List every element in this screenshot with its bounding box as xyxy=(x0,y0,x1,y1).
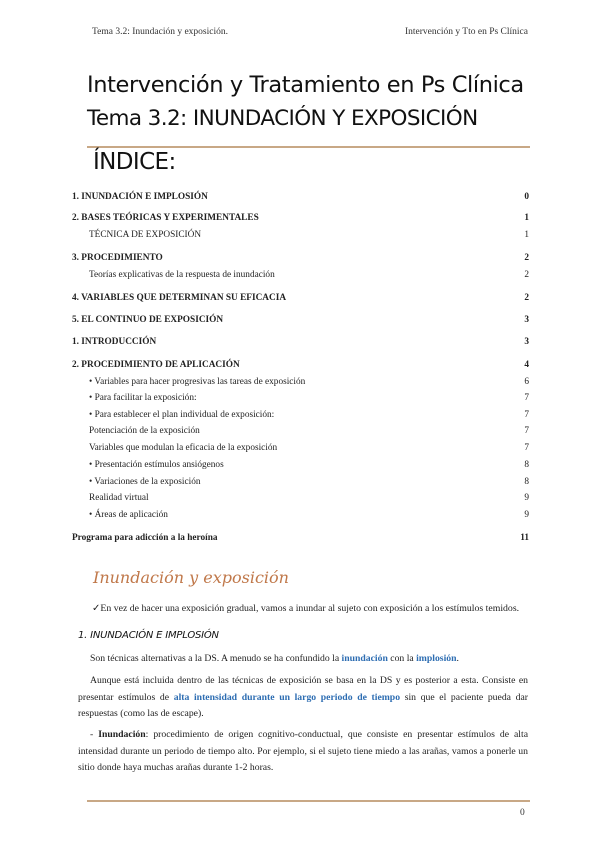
paragraph-1 xyxy=(78,651,528,668)
toc-entry[interactable] xyxy=(72,493,529,507)
toc-entry[interactable] xyxy=(72,460,529,474)
toc-entry[interactable] xyxy=(72,192,529,206)
highlight-alta-intensidad: alta intensidad durante un largo periodo de tiempo xyxy=(173,691,401,703)
toc-entry[interactable] xyxy=(72,477,529,491)
toc-entry-label: • Variaciones de la exposición xyxy=(89,477,201,487)
toc-entry-label: • Áreas de aplicación xyxy=(89,510,168,520)
toc-entry[interactable] xyxy=(72,230,529,244)
top-divider xyxy=(87,146,530,148)
para2-text-2: sin que el paciente pueda dar respuestas (como las de escape). xyxy=(78,691,528,719)
toc-entry-page: 3 xyxy=(524,315,529,325)
checkmark-icon: ✓ xyxy=(92,603,101,614)
intro-check-line xyxy=(92,603,519,614)
para1-text-3: . xyxy=(456,653,459,664)
toc-entry-label: Variables que modulan la eficacia de la exposición xyxy=(89,443,278,453)
para2-text-1: Aunque está incluida dentro de las técnicas de exposición se basa en la DS y es posterior a esta. Consiste en presentar estímulos de xyxy=(78,675,528,703)
page-number: 0 xyxy=(520,808,525,818)
toc-entry[interactable] xyxy=(72,253,529,267)
toc-entry[interactable] xyxy=(72,393,529,407)
toc-entry-page: 9 xyxy=(524,493,529,503)
section-title: Inundación y exposición xyxy=(93,568,289,587)
bottom-divider xyxy=(87,800,530,802)
para3-text: : procedimiento de origen cognitivo-conductual, que consiste en presentar estímulos de alta intensidad durante un periodo de tiempo alto. Por ejemplo, si el sujeto tiene miedo a las arañas, vamos a ponerle un sitio donde haya muchas arañas durante 1-2 horas. xyxy=(78,729,528,773)
toc-entry-label: 5. EL CONTINUO DE EXPOSICIÓN xyxy=(72,315,224,325)
toc-entry[interactable] xyxy=(72,315,529,329)
toc-entry-page: 7 xyxy=(524,393,529,403)
toc-entry-label: 3. PROCEDIMIENTO xyxy=(72,253,163,263)
toc-entry[interactable] xyxy=(72,410,529,424)
toc-entry-page: 7 xyxy=(524,443,529,453)
toc-entry-label: Potenciación de la exposición xyxy=(89,426,200,436)
heading-inundacion-implosion: 1. INUNDACIÓN E IMPLOSIÓN xyxy=(78,630,219,641)
document-subtitle: Tema 3.2: INUNDACIÓN Y EXPOSICIÓN xyxy=(87,106,478,131)
toc-entry[interactable] xyxy=(72,426,529,440)
toc-entry[interactable] xyxy=(72,443,529,457)
header-right: Intervención y Tto en Ps Clínica xyxy=(404,27,528,37)
toc-entry-page: 2 xyxy=(524,270,529,280)
toc-entry[interactable] xyxy=(72,533,529,547)
toc-entry-page: 1 xyxy=(524,213,529,223)
highlight-implosion: implosión xyxy=(416,653,457,664)
toc-entry-label: • Presentación estímulos ansiógenos xyxy=(89,460,224,470)
toc-entry-page: 9 xyxy=(524,510,529,520)
toc-entry-page: 4 xyxy=(524,360,529,370)
toc-entry-page: 7 xyxy=(524,426,529,436)
para1-text-2: con la xyxy=(387,653,417,664)
paragraph-3 xyxy=(78,727,528,777)
toc-entry-label: 2. PROCEDIMIENTO DE APLICACIÓN xyxy=(72,360,240,370)
toc-entry-label: 1. INUNDACIÓN E IMPLOSIÓN xyxy=(72,192,208,202)
toc-entry-label: • Para establecer el plan individual de exposición: xyxy=(89,410,275,420)
term-inundacion: Inundación xyxy=(98,729,146,740)
toc-entry[interactable] xyxy=(72,293,529,307)
toc-entry-page: 6 xyxy=(524,377,529,387)
header-left: Tema 3.2: Inundación y exposición. xyxy=(92,27,228,37)
toc-entry-label: TÉCNICA DE EXPOSICIÓN xyxy=(89,230,202,240)
highlight-inundacion: inundación xyxy=(341,653,388,664)
toc-entry[interactable] xyxy=(72,360,529,374)
toc-entry-page: 7 xyxy=(524,410,529,420)
toc-entry-label: Realidad virtual xyxy=(89,493,149,503)
toc-entry-label: Programa para adicción a la heroína xyxy=(72,533,218,543)
toc-entry-label: 1. INTRODUCCIÓN xyxy=(72,337,157,347)
paragraph-2 xyxy=(78,673,528,723)
toc-entry[interactable] xyxy=(72,270,529,284)
toc-entry[interactable] xyxy=(72,377,529,391)
toc-entry-label: • Variables para hacer progresivas las tareas de exposición xyxy=(89,377,306,387)
toc-entry-page: 2 xyxy=(524,253,529,263)
toc-entry-page: 2 xyxy=(524,293,529,303)
toc-entry-page: 11 xyxy=(520,533,529,543)
toc-entry-page: 8 xyxy=(524,460,529,470)
toc-entry-page: 8 xyxy=(524,477,529,487)
document-title: Intervención y Tratamiento en Ps Clínica xyxy=(87,72,524,98)
toc-entry-page: 1 xyxy=(524,230,529,240)
intro-check-text: En vez de hacer una exposición gradual, vamos a inundar al sujeto con exposición a los estímulos temidos. xyxy=(100,603,520,614)
toc-entry[interactable] xyxy=(72,213,529,227)
toc-entry[interactable] xyxy=(72,510,529,524)
toc-entry[interactable] xyxy=(72,337,529,351)
toc-entry-label: • Para facilitar la exposición: xyxy=(89,393,197,403)
toc-entry-label: Teorías explicativas de la respuesta de inundación xyxy=(89,270,275,280)
para3-dash: - xyxy=(90,729,99,740)
para1-text-1: Son técnicas alternativas a la DS. A menudo se ha confundido la xyxy=(90,653,342,664)
index-title: ÍNDICE: xyxy=(93,149,176,175)
toc-entry-label: 2. BASES TEÓRICAS Y EXPERIMENTALES xyxy=(72,213,259,223)
toc-entry-page: 0 xyxy=(524,192,529,202)
toc-entry-page: 3 xyxy=(524,337,529,347)
toc-entry-label: 4. VARIABLES QUE DETERMINAN SU EFICACIA xyxy=(72,293,287,303)
